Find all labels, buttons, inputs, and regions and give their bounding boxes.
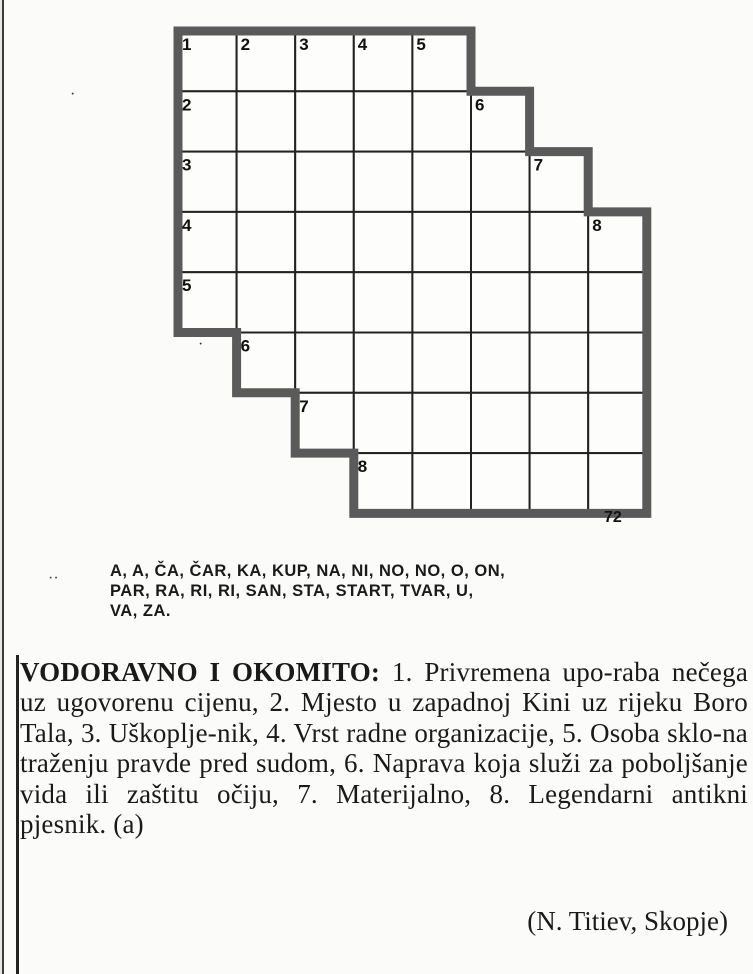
grid-cell — [530, 212, 589, 272]
grid-cell — [295, 333, 354, 393]
cell-number: 1 — [182, 35, 192, 54]
grid-cell — [237, 212, 296, 272]
grid-cell — [412, 212, 471, 272]
cell-number: 5 — [416, 35, 426, 54]
grid-cell — [237, 91, 296, 151]
cell-number: 8 — [592, 215, 602, 235]
cell-number: 3 — [299, 35, 309, 54]
grid-cell — [412, 272, 471, 332]
print-speck: · — [70, 86, 76, 103]
grid-cell — [471, 393, 530, 453]
grid-cell — [412, 453, 471, 513]
grid-cell — [588, 333, 647, 393]
list-bullet: ·· — [48, 570, 59, 587]
grid-cell — [588, 393, 647, 453]
cell-number: 7 — [299, 396, 309, 416]
cell-number: 4 — [182, 215, 192, 235]
clues-paragraph — [20, 657, 748, 839]
cell-number: 3 — [182, 155, 192, 175]
cell-number: 6 — [240, 336, 251, 356]
grid-cell — [588, 453, 647, 513]
grid-cell — [354, 272, 413, 332]
word-list-line: PAR, RA, RI, RI, SAN, STA, START, TVAR, U, — [110, 582, 474, 600]
grid-cell — [237, 272, 296, 332]
grid-cell — [354, 333, 413, 393]
grid-cell — [471, 152, 530, 212]
grid-cell — [295, 152, 354, 212]
grid-cell — [471, 212, 530, 272]
word-list — [110, 561, 750, 621]
grid-cell — [530, 393, 589, 453]
grid-cell — [588, 272, 647, 332]
grid-cell — [412, 152, 471, 212]
grid-cell — [412, 333, 471, 393]
grid-cell — [412, 91, 471, 151]
grid-cell — [354, 152, 413, 212]
grid-cell — [295, 272, 354, 332]
cell-number: 5 — [182, 276, 192, 296]
print-speck: · — [198, 336, 204, 353]
grid-cell — [471, 453, 530, 513]
grid-cell — [471, 333, 530, 393]
cell-number: 6 — [475, 95, 485, 115]
grid-cell — [412, 393, 471, 453]
clues-text: 1. Privremena upo-raba nečega uz ugovorenu cijenu, 2. Mjesto u zapadnoj Kini uz rijeku Boro Tala, 3. Uškoplje-nik, 4. Vrst radne organizacije, 5. Osoba sklo-na traženju pravde pred sudom, 6. Naprava koja služi za poboljšanje vida ili zaštitu očiju, 7. Materijalno, 8. Legendarni antikni pjesnik. (a) — [20, 657, 749, 840]
grid-cell — [530, 453, 589, 513]
grid-cell — [237, 152, 296, 212]
grid-cell — [295, 91, 354, 151]
grid-cell — [530, 333, 589, 393]
word-list-line: VA, ZA. — [110, 602, 171, 620]
cell-number: 4 — [357, 35, 368, 54]
grid-cell — [354, 91, 413, 151]
grid-cell — [471, 272, 530, 332]
cell-number: 8 — [357, 457, 368, 477]
grid-cells — [178, 31, 647, 513]
grid-cell — [354, 393, 413, 453]
page-number: 72 — [604, 509, 622, 526]
cell-number: 7 — [533, 155, 544, 175]
grid-cell — [295, 212, 354, 272]
cell-number: 2 — [182, 95, 192, 115]
author-byline: (N. Titiev, Skopje) — [527, 906, 728, 936]
word-list-line: A, A, ČA, ČAR, KA, KUP, NA, NI, NO, NO, O, ON, — [110, 562, 506, 580]
grid-cell — [530, 272, 589, 332]
clues-heading: VODORAVNO I OKOMITO: — [20, 657, 381, 687]
column-rule — [16, 655, 19, 974]
grid-cell — [354, 212, 413, 272]
cell-number: 2 — [240, 35, 251, 54]
